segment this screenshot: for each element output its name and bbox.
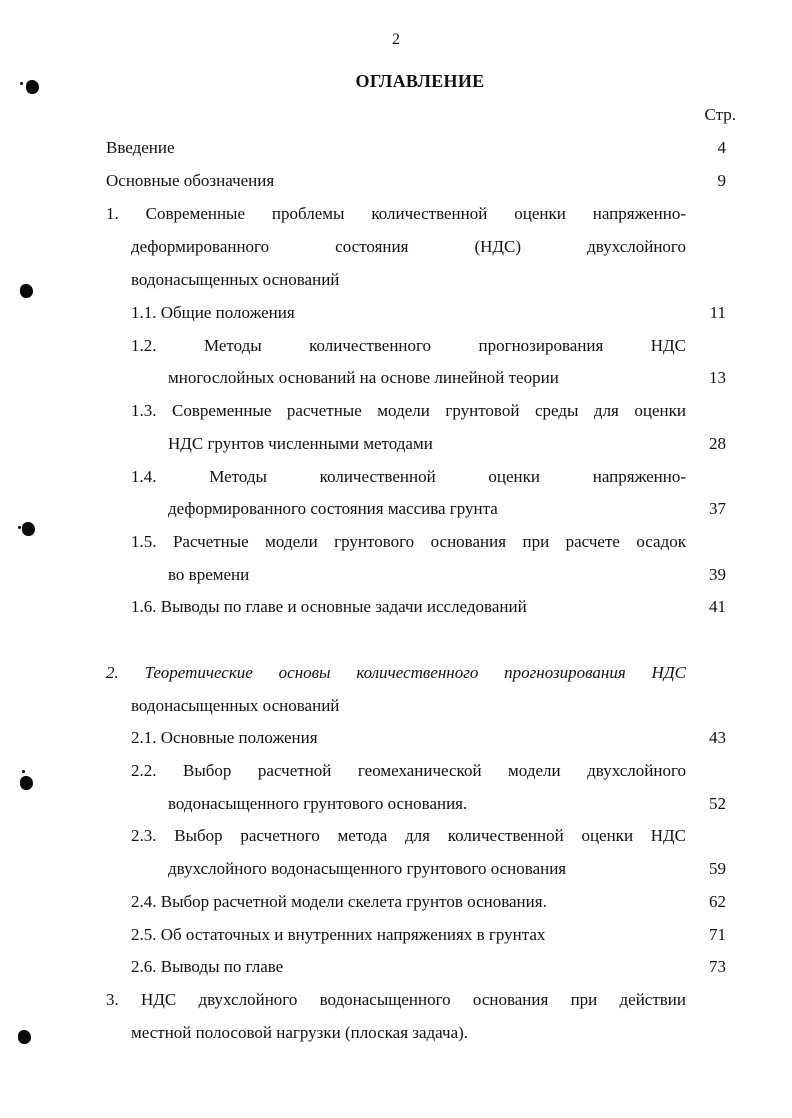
binding-hole-mark	[22, 522, 35, 536]
toc-entry-intro: Введение	[106, 138, 175, 157]
toc-section-1-4-line-1: 1.4. Методы количественной оценки напряженно-	[131, 467, 686, 486]
toc-section-2-3-line-2: двухслойного водонасыщенного грунтового основания	[168, 859, 567, 878]
toc-page-1-1: 11	[709, 303, 726, 322]
binding-hole-speck	[20, 82, 23, 85]
toc-section-1-3-line-2: НДС грунтов численными методами	[168, 434, 433, 453]
toc-page-2-6: 73	[709, 957, 726, 976]
toc-section-2-6: 2.6. Выводы по главе	[131, 957, 284, 976]
binding-hole-mark	[20, 776, 33, 790]
toc-page-2-4: 62	[709, 892, 726, 911]
toc-section-1-2-line-2: многослойных оснований на основе линейной теории	[168, 368, 559, 387]
toc-section-1-2-line-1: 1.2. Методы количественного прогнозирования НДС	[131, 336, 686, 355]
toc-page-2-1: 43	[709, 728, 726, 747]
toc-section-2-3-line-1: 2.3. Выбор расчетного метода для количественной оценки НДС	[131, 826, 686, 845]
page-column-header: Стр.	[704, 105, 736, 124]
toc-section-1-3-line-1: 1.3. Современные расчетные модели грунтовой среды для оценки	[131, 401, 686, 420]
toc-chapter-3-line-1: 3. НДС двухслойного водонасыщенного основания при действии	[106, 990, 686, 1009]
toc-section-2-2-line-1: 2.2. Выбор расчетной геомеханической модели двухслойного	[131, 761, 686, 780]
toc-section-2-2-line-2: водонасыщенного грунтового основания.	[168, 794, 468, 813]
toc-section-1-6: 1.6. Выводы по главе и основные задачи исследований	[131, 597, 527, 616]
toc-section-2-5: 2.5. Об остаточных и внутренних напряжениях в грунтах	[131, 925, 546, 944]
page-number: 2	[392, 31, 400, 48]
toc-chapter-3-line-2: местной полосовой нагрузки (плоская задача).	[131, 1023, 469, 1042]
toc-page-1-6: 41	[709, 597, 726, 616]
toc-chapter-1-line-1: 1. Современные проблемы количественной оценки напряженно-	[106, 204, 686, 223]
toc-section-1-5-line-2: во времени	[168, 565, 250, 584]
binding-hole-speck	[18, 526, 21, 529]
toc-chapter-2-line-2: водонасыщенных оснований	[131, 696, 340, 715]
toc-chapter-1-line-3: водонасыщенных оснований	[131, 270, 340, 289]
binding-hole-mark	[26, 80, 39, 94]
toc-section-2-4: 2.4. Выбор расчетной модели скелета грунтов основания.	[131, 892, 547, 911]
toc-page-2-3: 59	[709, 859, 726, 878]
toc-chapter-1-line-2: деформированного состояния (НДС) двухслойного	[131, 237, 686, 256]
toc-page-1-4: 37	[709, 499, 726, 518]
toc-page-1-3: 28	[709, 434, 726, 453]
toc-page-1-5: 39	[709, 565, 726, 584]
toc-title: ОГЛАВЛЕНИЕ	[355, 71, 485, 91]
toc-page-2-2: 52	[709, 794, 726, 813]
binding-hole-speck	[22, 770, 25, 773]
toc-section-1-4-line-2: деформированного состояния массива грунта	[168, 499, 498, 518]
binding-hole-mark	[20, 284, 33, 298]
toc-chapter-2-line-1: 2. Теоретические основы количественного прогнозирования НДС	[106, 663, 686, 682]
toc-page-1-2: 13	[709, 368, 726, 387]
toc-page-intro: 4	[717, 138, 726, 157]
toc-entry-notation: Основные обозначения	[106, 171, 275, 190]
toc-section-2-1: 2.1. Основные положения	[131, 728, 318, 747]
toc-section-1-1: 1.1. Общие положения	[131, 303, 295, 322]
toc-page-notation: 9	[717, 171, 726, 190]
binding-hole-mark	[18, 1030, 31, 1044]
toc-section-1-5-line-1: 1.5. Расчетные модели грунтового основания при расчете осадок	[131, 532, 686, 551]
toc-page-2-5: 71	[709, 925, 726, 944]
